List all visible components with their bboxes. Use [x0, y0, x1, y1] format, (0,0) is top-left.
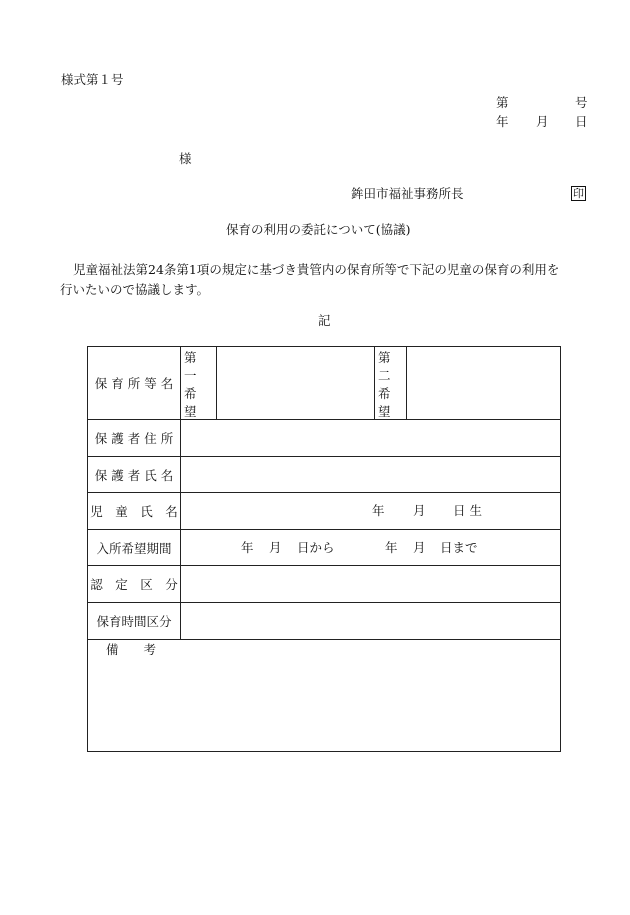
- guardian-name-row: [88, 457, 560, 493]
- body-paragraph: [60, 260, 590, 300]
- remarks-area[interactable]: [88, 640, 560, 751]
- period-from-month: 月: [269, 540, 282, 555]
- doc-number-prefix: 第: [496, 95, 509, 110]
- child-name-row: [88, 493, 560, 530]
- guardian-address-row: [88, 420, 560, 457]
- facility-row: [88, 347, 560, 420]
- first-choice-label-cell: [181, 347, 217, 419]
- period-to-day: 日まで: [440, 540, 478, 555]
- period-to-month: 月: [413, 540, 426, 555]
- application-form-table: [87, 346, 561, 752]
- desired-period-field[interactable]: [181, 530, 560, 565]
- second-choice-label: 第二希望: [378, 350, 391, 419]
- desired-period-row: [88, 530, 560, 566]
- body-line-1: 児童福祉法第24条第1項の規定に基づき貴管内の保育所等で下記の児童の保育の利用を: [73, 262, 560, 277]
- certification-row: [88, 566, 560, 603]
- certification-label: 認 定 区 分: [88, 566, 181, 602]
- desired-period-label: 入所希望期間: [88, 530, 181, 565]
- care-time-row: [88, 603, 560, 640]
- first-choice-label: 第一希望: [184, 350, 197, 419]
- ki-heading: 記: [318, 313, 331, 328]
- birth-month: 月: [413, 503, 426, 518]
- period-from-year: 年: [241, 540, 254, 555]
- second-choice-field[interactable]: [407, 347, 560, 419]
- guardian-name-field[interactable]: [181, 457, 560, 492]
- second-choice-label-cell: [375, 347, 407, 419]
- first-choice-field[interactable]: [217, 347, 375, 419]
- guardian-address-label: 保 護 者 住 所: [88, 420, 181, 456]
- doc-number-suffix: 号: [575, 95, 588, 110]
- date-year: 年: [496, 114, 509, 129]
- addressee-suffix: 様: [179, 151, 192, 166]
- date-day: 日: [575, 114, 588, 129]
- care-time-field[interactable]: [181, 603, 560, 639]
- child-name-label: 児 童 氏 名: [88, 493, 181, 529]
- child-name-field[interactable]: [181, 493, 560, 529]
- remarks-label: 備 考: [106, 642, 157, 657]
- seal-stamp: 印: [573, 187, 584, 200]
- guardian-name-label: 保 護 者 氏 名: [88, 457, 181, 492]
- sender-name: 鉾田市福祉事務所長: [351, 186, 464, 201]
- body-line-2: 行いたいので協議します。: [60, 282, 210, 297]
- period-from-day: 日から: [297, 540, 335, 555]
- certification-field[interactable]: [181, 566, 560, 602]
- facility-label: 保 育 所 等 名: [88, 347, 181, 419]
- birth-year: 年: [372, 503, 385, 518]
- form-number: 様式第１号: [61, 72, 124, 87]
- birth-day: 日 生: [453, 503, 482, 518]
- guardian-address-field[interactable]: [181, 420, 560, 456]
- document-title: 保育の利用の委託について(協議): [226, 222, 411, 237]
- date-month: 月: [536, 114, 549, 129]
- period-to-year: 年: [385, 540, 398, 555]
- care-time-label: 保育時間区分: [88, 603, 181, 639]
